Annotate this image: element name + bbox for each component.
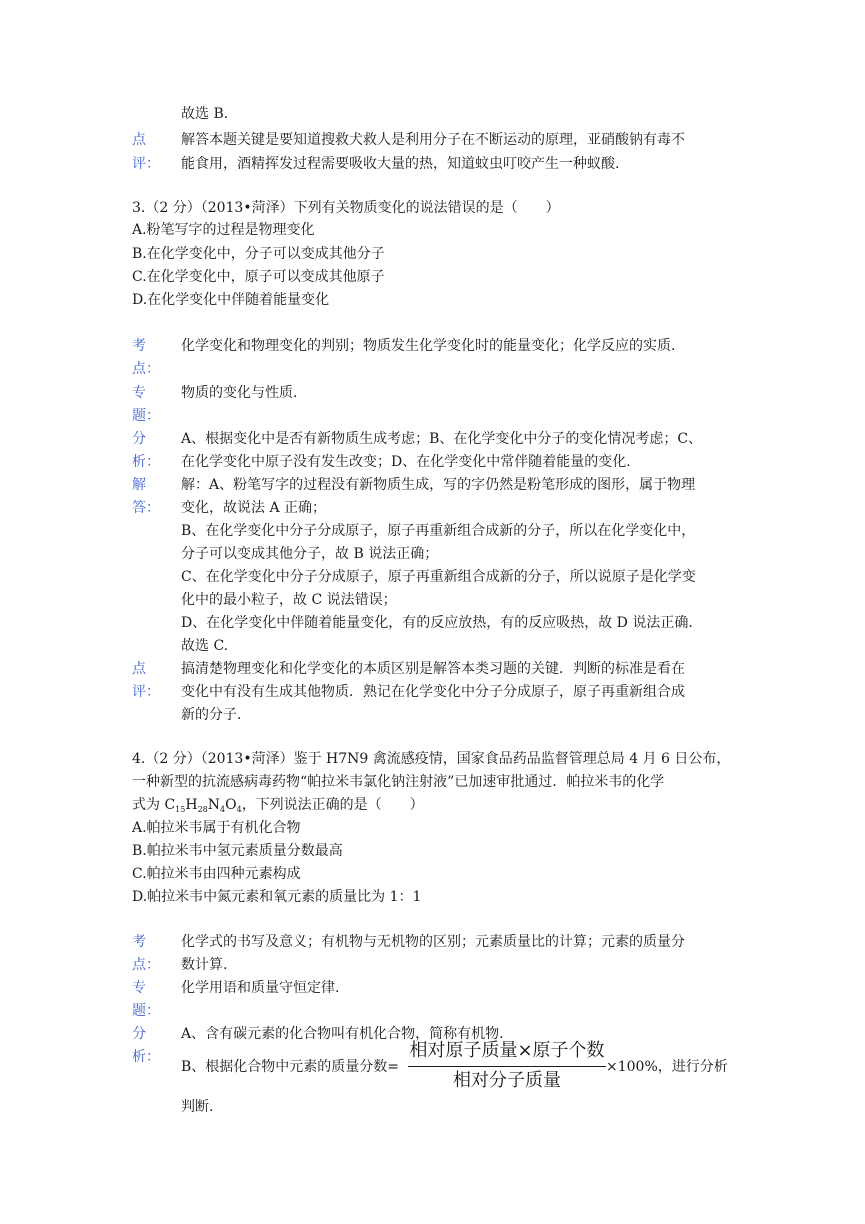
q3-stem: 3.（2 分）（2013•菏泽）下列有关物质变化的说法错误的是（ ）	[132, 200, 560, 216]
q3-option-c: C.在化学变化中，原子可以变成其他原子	[132, 269, 385, 285]
q4-kaodian-text-1: 化学式的书写及意义；有机物与无机物的区别；元素质量比的计算；元素的质量分	[181, 934, 685, 950]
formula-sub-o: 4	[236, 805, 242, 814]
q3-jieda-text-1: 解：A、粉笔写字的过程没有新物质生成，写的字仍然是粉笔形成的图形，属于物理	[181, 477, 696, 493]
q3-option-d: D.在化学变化中伴随着能量变化	[132, 292, 330, 308]
q4-option-d: D.帕拉米韦中氮元素和氧元素的质量比为 1：1	[132, 889, 422, 905]
q4-fenxi-text-a: A、含有碳元素的化合物叫有机化合物，简称有机物.	[181, 1026, 504, 1042]
q3-kaodian-label-2: 点：	[132, 361, 160, 377]
formula-o: O	[225, 797, 237, 813]
q4-zhuanti-text: 化学用语和质量守恒定律.	[181, 980, 340, 996]
formula-n: N	[207, 797, 221, 813]
q3-fenxi-label-1: 分	[132, 431, 146, 447]
formula-sub-n: 4	[220, 805, 226, 814]
q4-kaodian-text-2: 数计算.	[181, 957, 228, 973]
q3-dianping-text-2: 变化中有没有生成其他物质．熟记在化学变化中分子分成原子，原子再重新组合成	[181, 684, 685, 700]
q4-kaodian-label-1: 考	[132, 934, 146, 950]
q3-jieda-text-3: B、在化学变化中分子分成原子，原子再重新组合成新的分子，所以在化学变化中，	[181, 523, 696, 539]
q4-option-c: C.帕拉米韦由四种元素构成	[132, 866, 301, 882]
fraction-numerator: 相对原子质量×原子个数	[409, 1040, 605, 1061]
q4-fenxi-label-1: 分	[132, 1026, 146, 1042]
mass-fraction-formula	[408, 1040, 606, 1094]
formula-sub-c: 15	[175, 805, 186, 814]
q4-stem-3	[132, 795, 424, 820]
q4-fenxi-text-b-suffix: ×100%，进行分析	[606, 1059, 728, 1075]
prev-comment-text-1: 解答本题关键是要知道搜救犬救人是利用分子在不断运动的原理，亚硝酸钠有毒不	[181, 132, 685, 148]
q3-zhuanti-label-1: 专	[132, 385, 146, 401]
q4-fenxi-text-end: 判断.	[181, 1099, 214, 1115]
q3-zhuanti-text: 物质的变化与性质.	[181, 385, 298, 401]
prev-comment-label-2: 评：	[132, 156, 160, 172]
prev-comment-label-1: 点	[132, 132, 146, 148]
q4-zhuanti-label-2: 题：	[132, 1003, 160, 1019]
q3-jieda-text-4: 分子可以变成其他分子，故 B 说法正确；	[181, 546, 439, 562]
q4-fenxi-label-2: 析：	[132, 1049, 160, 1065]
formula-sub-h: 28	[197, 805, 208, 814]
q4-zhuanti-label-1: 专	[132, 980, 146, 996]
q3-zhuanti-label-2: 题：	[132, 408, 160, 424]
fraction-denominator: 相对分子质量	[453, 1070, 561, 1091]
prev-answer-line: 故选 B.	[181, 106, 229, 122]
q3-jieda-label-2: 答：	[132, 500, 160, 516]
q3-option-b: B.在化学变化中，分子可以变成其他分子	[132, 246, 385, 262]
q3-jieda-text-2: 变化，故说法 A 正确；	[181, 500, 327, 516]
q4-option-b: B.帕拉米韦中氢元素质量分数最高	[132, 843, 343, 859]
q3-jieda-text-5: C、在化学变化中分子分成原子，原子再重新组合成新的分子，所以说原子是化学变	[181, 569, 696, 585]
q3-jieda-text-8: 故选 C.	[181, 638, 229, 654]
q4-stem-2: 一种新型的抗流感病毒药物“帕拉米韦氯化钠注射液”已加速审批通过．帕拉米韦的化学	[132, 774, 665, 790]
prev-comment-text-2: 能食用，酒精挥发过程需要吸收大量的热，知道蚊虫叮咬产生一种蚁酸.	[181, 156, 620, 172]
q3-jieda-text-7: D、在化学变化中伴随着能量变化，有的反应放热，有的反应吸热，故 D 说法正确.	[181, 615, 693, 631]
q4-kaodian-label-2: 点：	[132, 957, 160, 973]
q3-dianping-label-2: 评：	[132, 684, 160, 700]
q3-option-a: A.粉笔写字的过程是物理变化	[132, 222, 315, 238]
fraction-bar	[408, 1066, 606, 1067]
q4-fenxi-text-b-prefix: B、根据化合物中元素的质量分数=	[181, 1059, 400, 1075]
q4-option-a: A.帕拉米韦属于有机化合物	[132, 820, 301, 836]
q3-dianping-text-1: 搞清楚物理变化和化学变化的本质区别是解答本类习题的关键．判断的标准是看在	[181, 661, 685, 677]
q3-fenxi-label-2: 析：	[132, 454, 160, 470]
q3-kaodian-label-1: 考	[132, 338, 146, 354]
q3-fenxi-text-2: 在化学变化中原子没有发生改变；D、在化学变化中常伴随着能量的变化.	[181, 454, 631, 470]
q4-stem-3-prefix: 式为 C	[132, 797, 176, 813]
q4-stem-3-suffix: ，下列说法正确的是（ ）	[241, 797, 424, 813]
q4-stem-1: 4.（2 分）（2013•菏泽）鉴于 H7N9 禽流感疫情，国家食品药品监督管理总局 4 月 6 日公布，	[132, 751, 731, 767]
q3-fenxi-text-1: A、根据变化中是否有新物质生成考虑；B、在化学变化中分子的变化情况考虑；C、	[181, 431, 703, 447]
formula-h: H	[185, 797, 198, 813]
q3-dianping-label-1: 点	[132, 661, 146, 677]
q3-jieda-text-6: 化中的最小粒子，故 C 说法错误；	[181, 592, 397, 608]
q3-jieda-label-1: 解	[132, 477, 146, 493]
q3-dianping-text-3: 新的分子.	[181, 707, 242, 723]
q3-kaodian-text: 化学变化和物理变化的判别；物质发生化学变化时的能量变化；化学反应的实质.	[181, 338, 676, 354]
